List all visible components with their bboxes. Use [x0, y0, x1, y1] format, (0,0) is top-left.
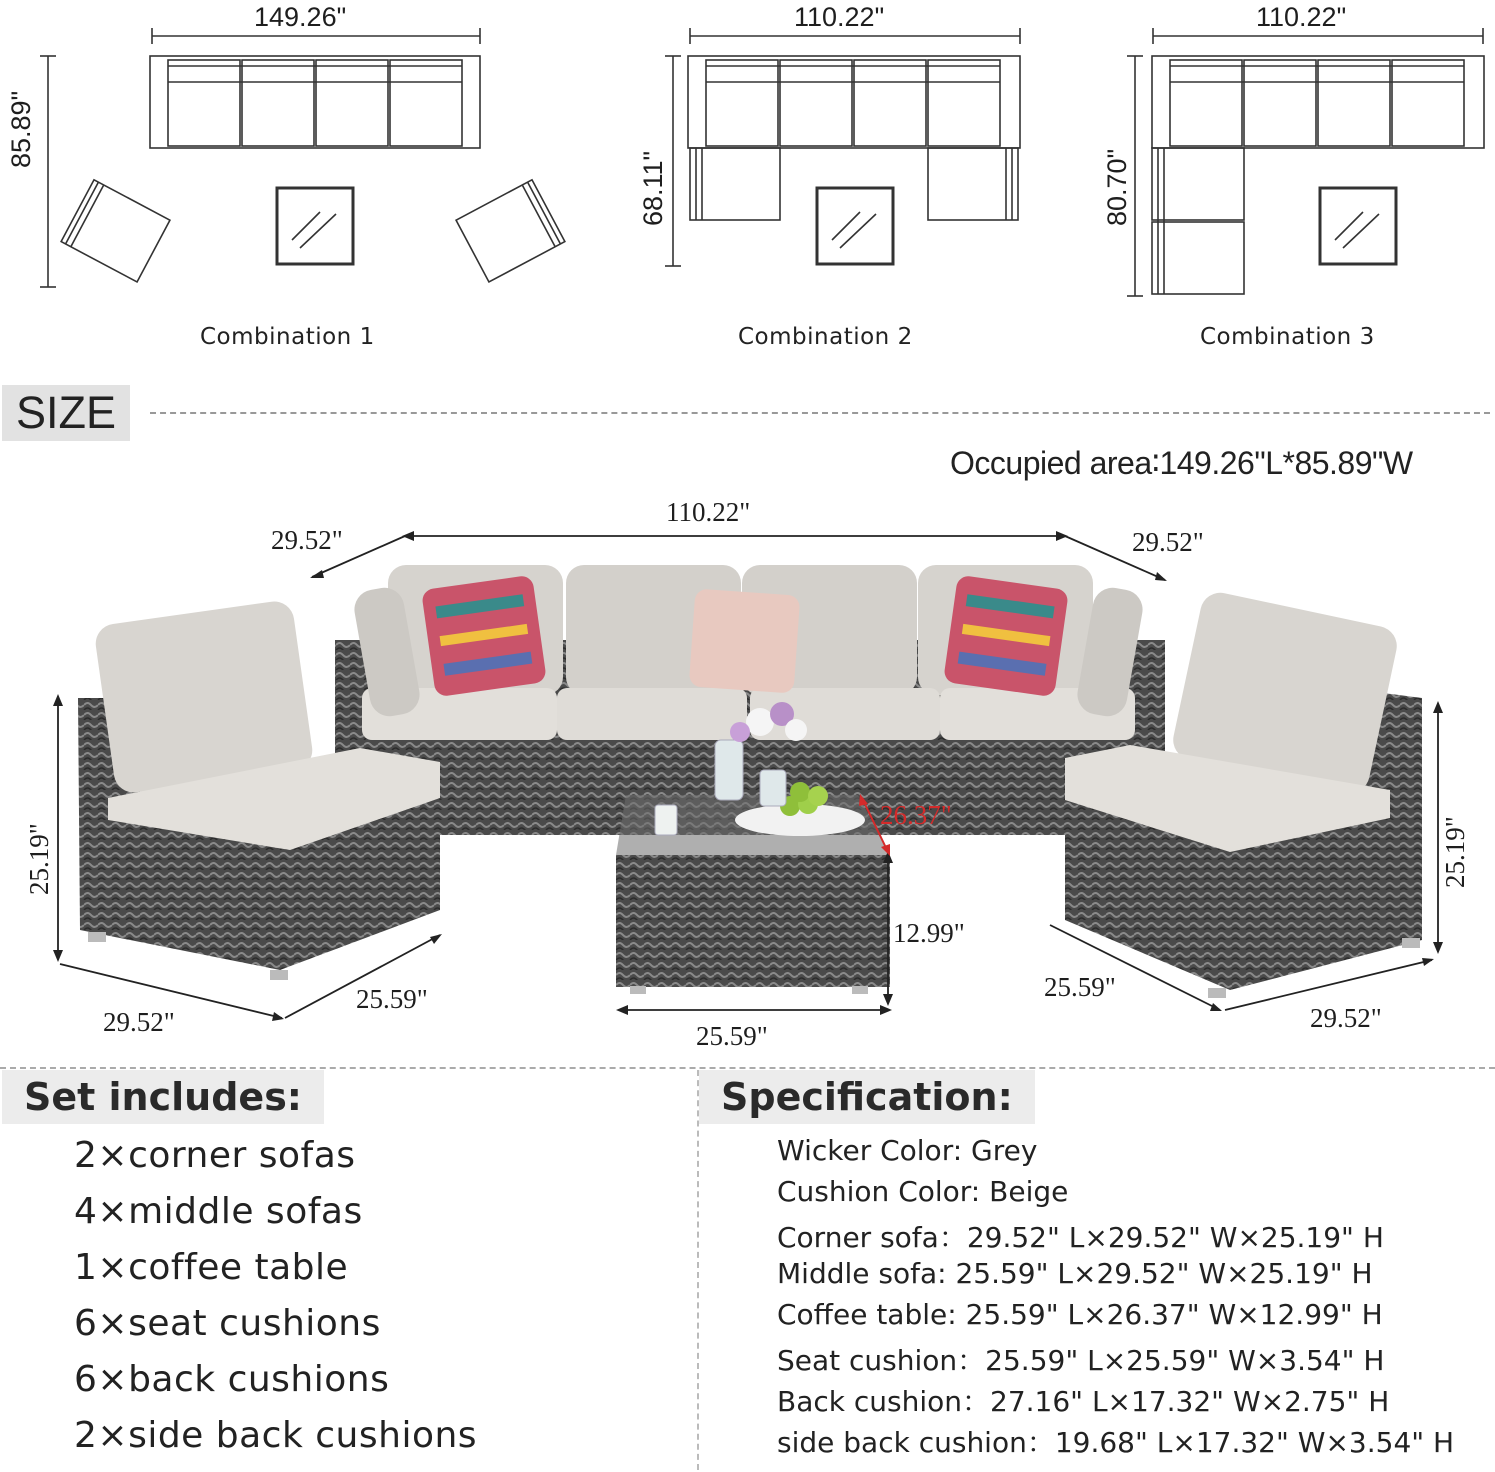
include-item: 4×middle sofas	[74, 1191, 363, 1232]
dim-top-right: 29.52"	[1132, 527, 1204, 557]
spec-item: Back cushion：27.16" L×17.32" W×2.75" H	[777, 1385, 1390, 1418]
dim-table-depth: 26.37"	[880, 800, 952, 830]
column-divider	[697, 1070, 699, 1470]
include-item: 6×seat cushions	[74, 1303, 381, 1344]
include-item: 2×side back cushions	[74, 1415, 478, 1456]
spec-item: side back cushion：19.68" L×17.32" W×3.54" H	[777, 1426, 1455, 1459]
dim-right-bottom-depth: 25.59"	[1044, 972, 1116, 1002]
combo1-label: Combination 1	[200, 324, 375, 350]
dim-table-height: 12.99"	[893, 918, 965, 948]
include-item: 1×coffee table	[74, 1247, 349, 1288]
include-item: 6×back cushions	[74, 1359, 390, 1400]
include-item: 2×corner sofas	[74, 1135, 356, 1176]
spec-item: Corner sofa：29.52" L×29.52" W×25.19" H	[777, 1221, 1384, 1254]
combo2-width: 110.22"	[794, 2, 885, 32]
set-includes-list	[74, 1135, 477, 1471]
size-divider	[150, 412, 1490, 414]
specification-title: Specification:	[699, 1070, 1035, 1124]
occupied-area: Occupied area∶149.26"L*85.89"W	[950, 445, 1413, 481]
bottom-divider	[0, 1067, 1495, 1069]
spec-item: Cushion Color: Beige	[777, 1175, 1069, 1208]
combination-2-diagram	[665, 28, 1020, 266]
dim-top-left: 29.52"	[271, 525, 343, 555]
dim-right-height: 25.19"	[1440, 816, 1470, 888]
combo2-label: Combination 2	[738, 324, 913, 350]
combo3-label: Combination 3	[1200, 324, 1375, 350]
combination-1-diagram	[40, 28, 565, 287]
dim-left-height: 25.19"	[24, 823, 54, 895]
spec-item: Coffee table: 25.59" L×26.37" W×12.99" H	[777, 1298, 1383, 1331]
dim-right-bottom-width: 29.52"	[1310, 1003, 1382, 1033]
combo3-depth: 80.70"	[1102, 148, 1132, 226]
product-photo	[0, 500, 1495, 1060]
spec-item: Middle sofa: 25.59" L×29.52" W×25.19" H	[777, 1257, 1373, 1290]
throw-pillows	[421, 575, 1069, 698]
combination-3-diagram	[1127, 28, 1484, 296]
dim-left-bottom-depth: 25.59"	[356, 984, 428, 1014]
combo3-width: 110.22"	[1256, 2, 1347, 32]
combo1-width: 149.26"	[254, 2, 347, 32]
dim-left-bottom-width: 29.52"	[103, 1007, 175, 1037]
dim-top-total: 110.22"	[666, 497, 751, 527]
spec-item: Seat cushion：25.59" L×25.59" W×3.54" H	[777, 1344, 1385, 1377]
combo2-depth: 68.11"	[638, 150, 668, 226]
size-title: SIZE	[2, 385, 130, 441]
specification-list	[777, 1134, 1454, 1462]
combination-diagrams	[0, 0, 1495, 370]
set-includes-title: Set includes:	[2, 1070, 324, 1124]
combo1-depth: 85.89"	[6, 90, 36, 168]
spec-item: Wicker Color: Grey	[777, 1134, 1038, 1167]
dim-table-width: 25.59"	[696, 1021, 768, 1051]
